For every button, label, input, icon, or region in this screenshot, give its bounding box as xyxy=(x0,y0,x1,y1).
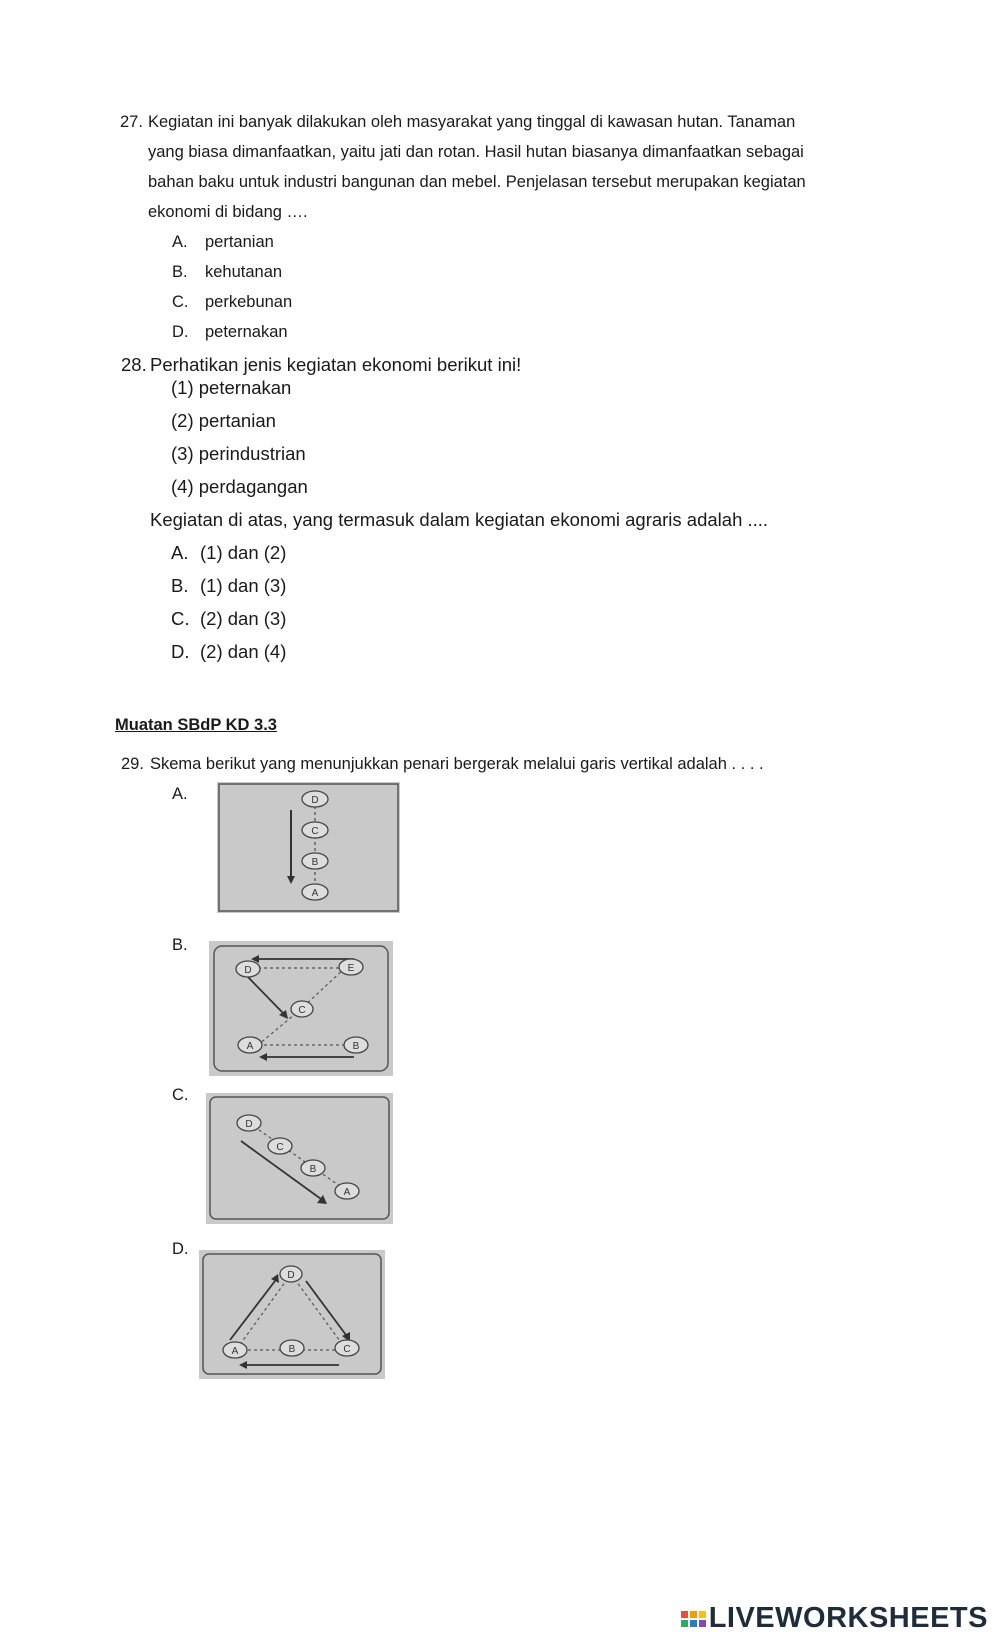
option-letter: C. xyxy=(171,608,190,629)
option-letter: A. xyxy=(172,233,188,251)
node-c xyxy=(302,822,328,838)
brand-grid-icon xyxy=(681,1611,706,1627)
node-label: C xyxy=(276,1142,284,1153)
node-label: A xyxy=(343,1187,351,1198)
option-letter: B. xyxy=(172,936,188,954)
node-label: B xyxy=(352,1041,360,1052)
q28-item-3: (3) perindustrian xyxy=(171,443,306,464)
node-c xyxy=(268,1138,292,1154)
option-text: pertanian xyxy=(205,233,274,251)
node-label: D xyxy=(244,965,252,976)
option-letter: B. xyxy=(171,575,189,596)
node-label: B xyxy=(309,1164,317,1175)
node-label: B xyxy=(311,857,319,868)
node-b xyxy=(302,853,328,869)
q29-stem: Skema berikut yang menunjukkan penari bergerak melalui garis vertikal adalah . . . . xyxy=(150,755,764,773)
node-a xyxy=(335,1183,359,1199)
diagram-triangle-line xyxy=(199,1250,385,1379)
option-letter: C. xyxy=(172,1086,189,1104)
node-label: A xyxy=(246,1041,254,1052)
node-a xyxy=(223,1342,247,1358)
option-letter: D. xyxy=(171,641,190,662)
node-a xyxy=(238,1037,262,1053)
q28-item-1: (1) peternakan xyxy=(171,377,292,398)
option-text: kehutanan xyxy=(205,263,283,281)
node-d xyxy=(280,1266,302,1282)
diagram-vertical-line xyxy=(217,782,400,913)
option-text: (2) dan (4) xyxy=(200,641,287,662)
node-b xyxy=(280,1340,304,1356)
arrow-head xyxy=(287,876,295,884)
q27-number: 27. xyxy=(120,113,143,131)
q28-item-2: (2) pertanian xyxy=(171,410,276,431)
option-letter: D. xyxy=(172,1240,189,1258)
node-label: A xyxy=(311,888,319,899)
node-label: C xyxy=(298,1005,306,1016)
option-letter: C. xyxy=(172,293,189,311)
brand-text: LIVEWORKSHEETS xyxy=(708,1602,988,1634)
q27-line-2: yang biasa dimanfaatkan, yaitu jati dan rotan. Hasil hutan biasanya dimanfaatkan sebagai xyxy=(148,143,804,161)
option-text: (2) dan (3) xyxy=(200,608,287,629)
node-label: D xyxy=(311,795,319,806)
option-text: (1) dan (3) xyxy=(200,575,287,596)
node-c xyxy=(335,1340,359,1356)
node-d xyxy=(237,1115,261,1131)
node-label: D xyxy=(287,1270,295,1281)
diagram-zigzag-line xyxy=(209,941,393,1076)
q28-question: Kegiatan di atas, yang termasuk dalam kegiatan ekonomi agraris adalah .... xyxy=(150,509,769,530)
node-d xyxy=(236,961,260,977)
q28-item-4: (4) perdagangan xyxy=(171,476,308,497)
node-e xyxy=(339,959,363,975)
q27-line-4: ekonomi di bidang …. xyxy=(148,203,308,221)
node-label: C xyxy=(311,826,319,837)
section-heading: Muatan SBdP KD 3.3 xyxy=(115,716,277,734)
node-label: E xyxy=(347,963,355,974)
node-label: B xyxy=(288,1344,296,1355)
node-b xyxy=(301,1160,325,1176)
q27-line-1: Kegiatan ini banyak dilakukan oleh masyarakat yang tinggal di kawasan hutan. Tanaman xyxy=(148,113,796,131)
option-letter: A. xyxy=(172,785,188,803)
option-letter: A. xyxy=(171,542,189,563)
option-letter: D. xyxy=(172,323,189,341)
node-b xyxy=(344,1037,368,1053)
option-text: (1) dan (2) xyxy=(200,542,287,563)
q28-stem: Perhatikan jenis kegiatan ekonomi berikut ini! xyxy=(150,354,522,375)
node-c xyxy=(291,1001,313,1017)
q27-line-3: bahan baku untuk industri bangunan dan mebel. Penjelasan tersebut merupakan kegiatan xyxy=(148,173,806,191)
node-d xyxy=(302,791,328,807)
option-letter: B. xyxy=(172,263,188,281)
option-text: peternakan xyxy=(205,323,288,341)
q28-number: 28. xyxy=(121,354,147,375)
q29-number: 29. xyxy=(121,755,144,773)
node-label: A xyxy=(231,1346,239,1357)
node-label: C xyxy=(343,1344,351,1355)
liveworksheets-logo[interactable] xyxy=(681,1602,988,1635)
diagram-diagonal-line xyxy=(206,1093,393,1224)
node-label: D xyxy=(245,1119,253,1130)
option-text: perkebunan xyxy=(205,293,293,311)
node-a xyxy=(302,884,328,900)
